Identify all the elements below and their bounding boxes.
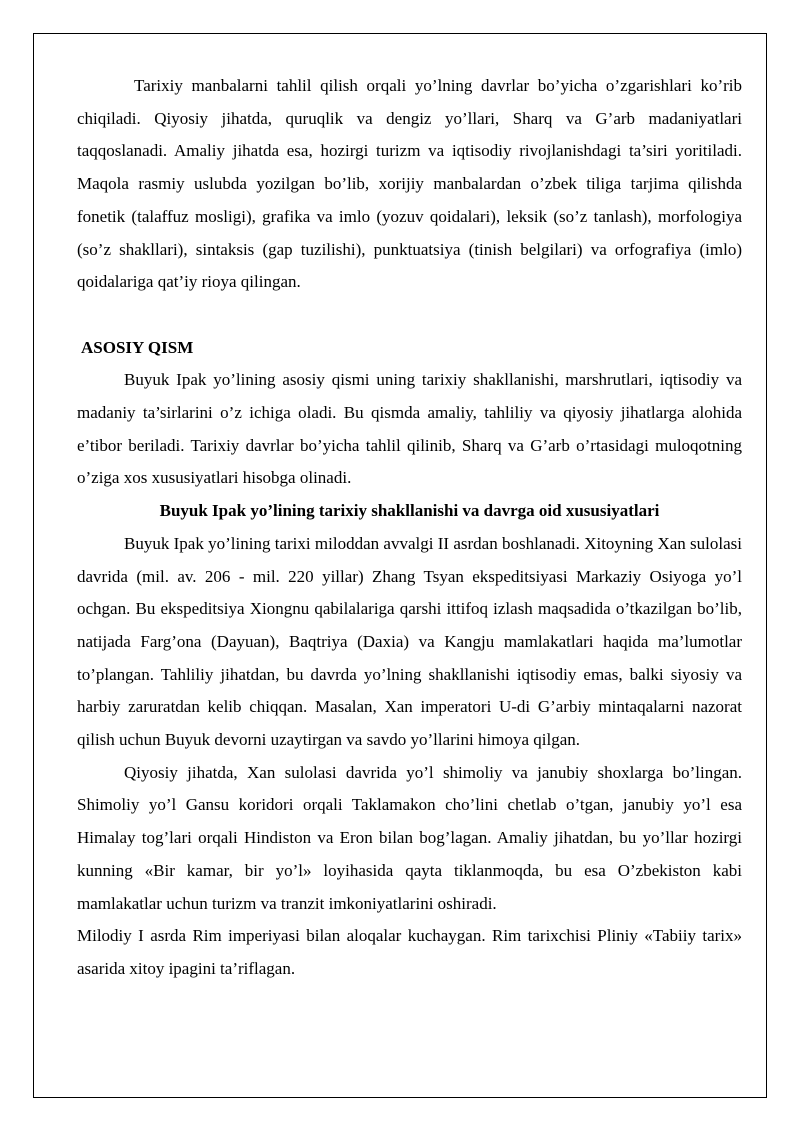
section-heading: ASOSIY QISM xyxy=(81,337,194,357)
body-paragraph-3: Milodiy I asrda Rim imperiyasi bilan aloqalar kuchaygan. Rim tarixchisi Pliniy «Tabiiy tarix» asarida xitoy ipagini ta’riflagan. xyxy=(77,926,742,978)
blank-line xyxy=(77,299,742,332)
body-paragraph-2: Qiyosiy jihatda, Xan sulolasi davrida yo’l shimoliy va janubiy shoxlarga bo’lingan. Shimoliy yo’l Gansu koridori orqali Taklamakon cho’lini chetlab o’tgan, janubiy yo’l esa Himalay tog’lari orqali Hindiston va Eron bilan bog’lagan. Amaliy jihatdan, bu yo’llar hozirgi kunning «Bir kamar, bir yo’l» loyihasida qayta tiklanmoqda, bu esa O’zbekiston kabi mamlakatlar uchun turizm va tranzit imkoniyatlarini oshiradi. xyxy=(77,762,742,913)
section-paragraph: Buyuk Ipak yo’lining asosiy qismi uning tarixiy shakllanishi, marshrutlari, iqtisodiy va madaniy ta’sirlarini o’z ichiga oladi. Bu qismda amaliy, tahliliy va qiyosiy jihatlarga alohida e’tibor beriladi. Tarixiy davrlar bo’yicha tahlil qilinib, Sharq va G’arb o’rtasidagi muloqotning o’ziga xos xususiyatlari hisobga olinadi. xyxy=(77,370,742,488)
body-paragraph-1: Buyuk Ipak yo’lining tarixi miloddan avvalgi II asrdan boshlanadi. Xitoyning Xan sulolasi davrida (mil. av. 206 - mil. 220 yillar) Zhang Tsyan ekspeditsiyasi Markaziy Osiyoga yo’l ochgan. Bu ekspeditsiya Xiongnu qabilalariga qarshi ittifoq izlash maqsadida o’tkazilgan bo’lib, natijada Farg’ona (Dayuan), Baqtriya (Daxia) va Kangju mamlakatlari haqida ma’lumotlar to’plangan. Tahliliy jihatdan, bu davrda yo’lning shakllanishi iqtisodiy emas, balki siyosiy va harbiy zaruratdan kelib chiqqan. Masalan, Xan imperatori U-di G’arbiy mintaqalarni nazorat qilish uchun Buyuk devorni uzaytirgan va savdo yo’llarini himoya qilgan. xyxy=(77,533,742,750)
document-body xyxy=(77,70,742,986)
subsection-heading: Buyuk Ipak yo’lining tarixiy shakllanishi va davrga oid xususiyatlari xyxy=(159,501,660,521)
intro-paragraph: Tarixiy manbalarni tahlil qilish orqali yo’lning davrlar bo’yicha o’zgarishlari ko’rib chiqiladi. Qiyosiy jihatda, quruqlik va dengiz yo’llari, Sharq va G’arb madaniyatlari taqqoslanadi. Amaliy jihatda esa, hozirgi turizm va iqtisodiy rivojlanishdagi ta’siri yoritiladi. Maqola rasmiy uslubda yozilgan bo’lib, xorijiy manbalardan o’zbek tiliga tarjima qilishda fonetik (talaffuz mosligi), grafika va imlo (yozuv qoidalari), leksik (so’z tanlash), morfologiya (so’z shakllari), sintaksis (gap tuzilishi), punktuatsiya (tinish belgilari) va orfografiya (imlo) qoidalariga qat’iy rioya qilingan. xyxy=(77,76,742,292)
